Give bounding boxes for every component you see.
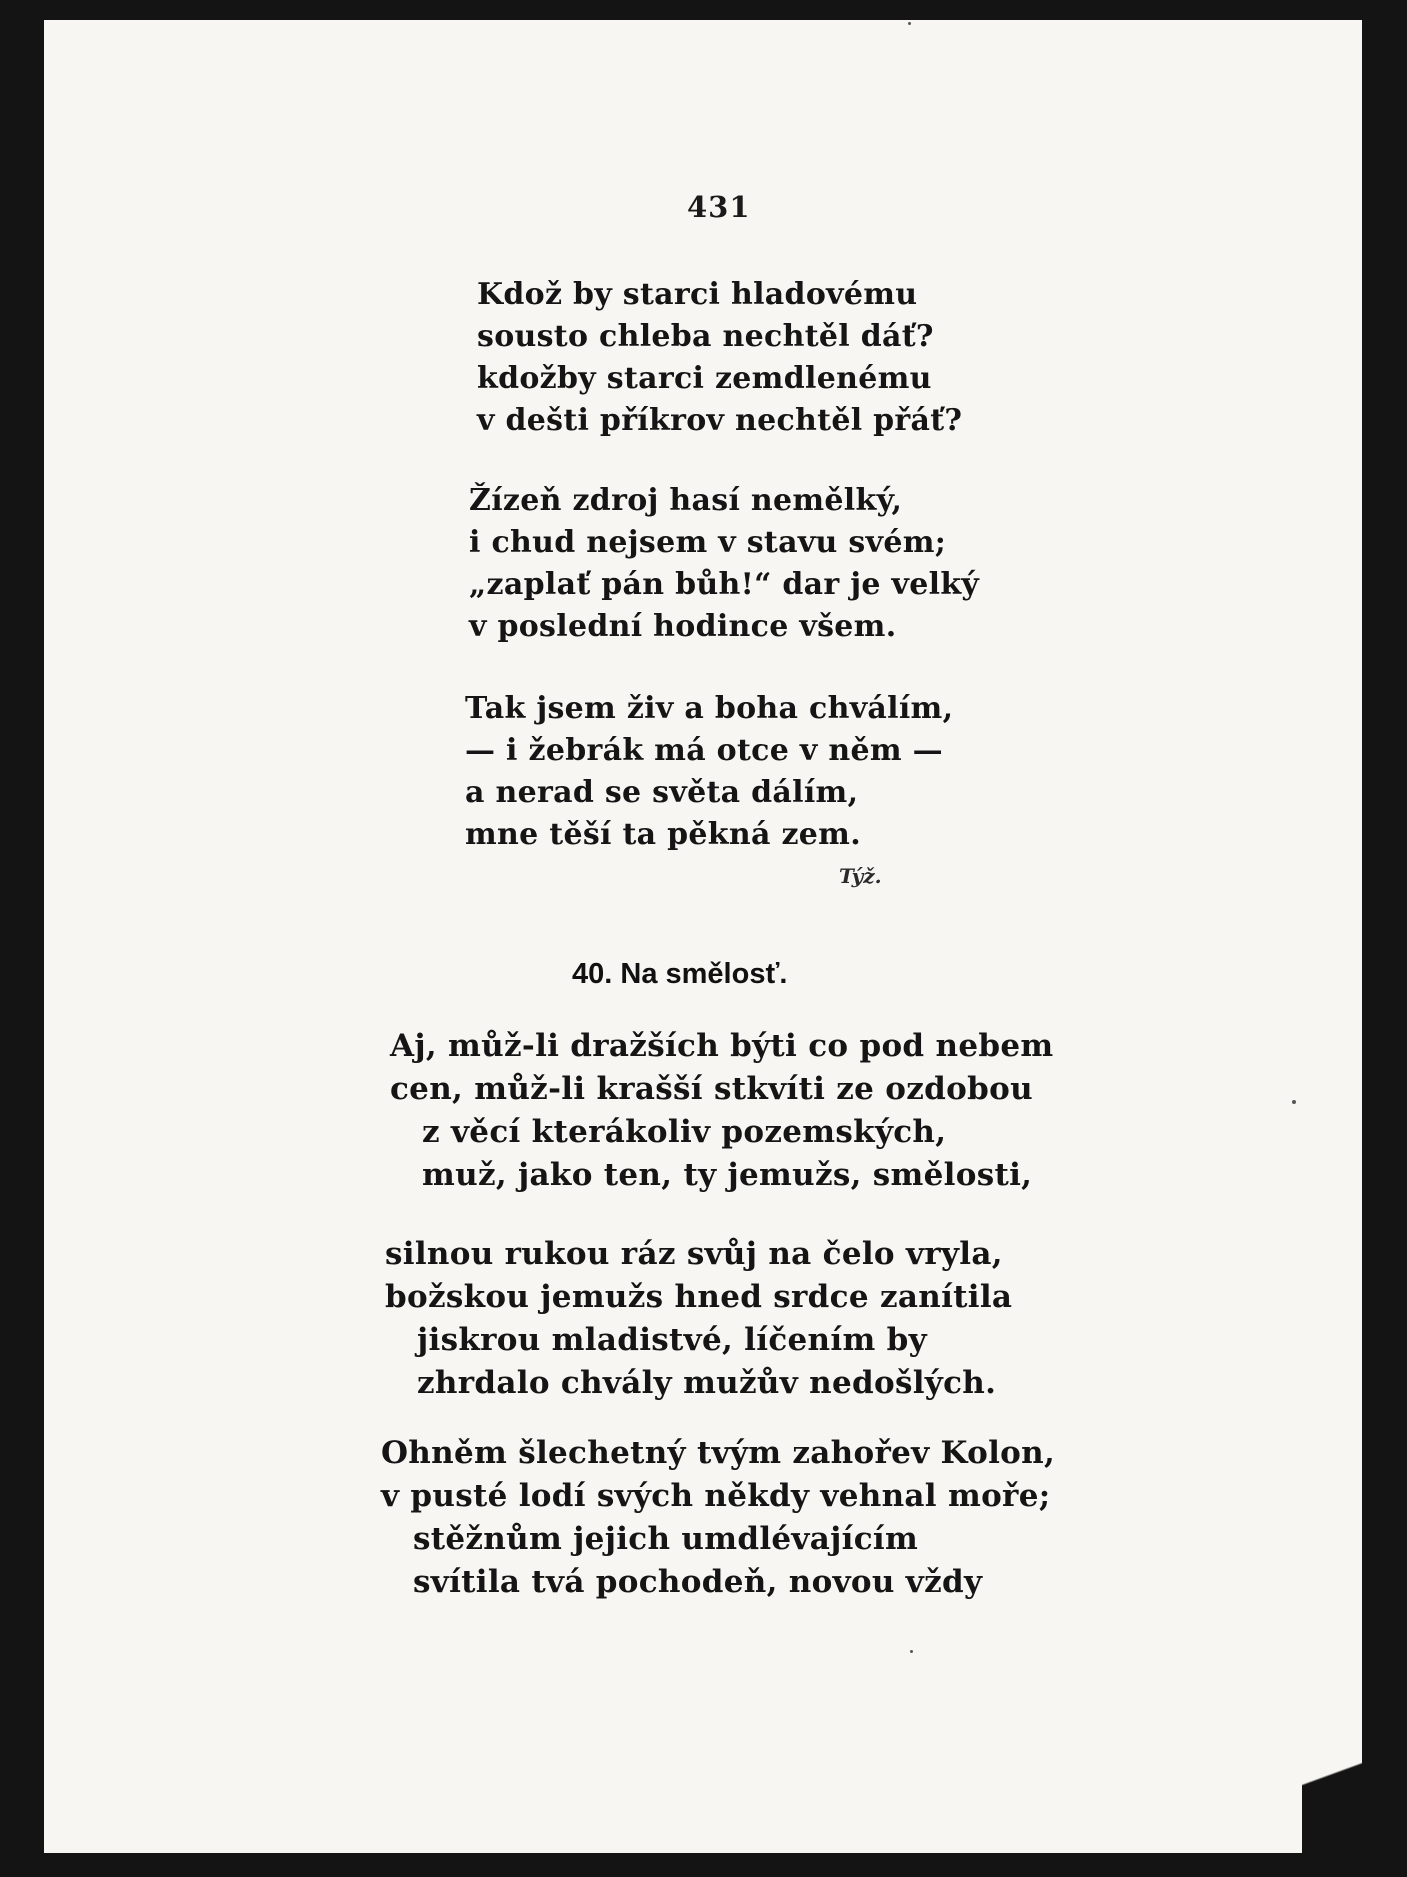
verse-line: stěžnům jejich umdlévajícím bbox=[413, 1521, 919, 1557]
verse-line: v dešti příkrov nechtěl přáť? bbox=[477, 403, 963, 438]
page-number: 431 bbox=[687, 190, 751, 224]
poem-title: 40. Na smělosť. bbox=[572, 958, 788, 990]
stanza-5 bbox=[385, 1233, 1012, 1405]
stanza-1 bbox=[477, 274, 962, 442]
verse-line: sousto chleba nechtěl dáť? bbox=[477, 319, 934, 354]
print-speck bbox=[910, 1650, 913, 1653]
verse-line: jiskrou mladistvé, líčením by bbox=[417, 1322, 927, 1358]
stanza-6 bbox=[381, 1432, 1055, 1604]
stanza-3 bbox=[465, 688, 953, 856]
verse-line: zhrdalo chvály mužův nedošlých. bbox=[417, 1365, 997, 1401]
verse-line: Ohněm šlechetný tvým zahořev Kolon, bbox=[381, 1435, 1056, 1471]
verse-line: — i žebrák má otce v něm — bbox=[465, 733, 943, 768]
verse-line: i chud nejsem v stavu svém; bbox=[469, 525, 947, 560]
verse-line: Aj, můž-li dražších býti co pod nebem bbox=[390, 1028, 1054, 1064]
verse-line: z věcí kterákoliv pozemských, bbox=[422, 1114, 947, 1150]
verse-line: „zaplať pán bůh!“ dar je velký bbox=[469, 567, 980, 602]
page-edge-shadow bbox=[1302, 1673, 1362, 1853]
attribution: Týž. bbox=[839, 864, 882, 888]
verse-line: Kdož by starci hladovému bbox=[477, 277, 918, 312]
book-page bbox=[44, 20, 1362, 1853]
verse-line: v poslední hodince všem. bbox=[469, 609, 897, 644]
verse-line: a nerad se světa dálím, bbox=[465, 775, 859, 810]
stanza-4 bbox=[390, 1025, 1053, 1197]
verse-line: Žízeň zdroj hasí nemělký, bbox=[469, 483, 903, 518]
print-speck bbox=[908, 22, 911, 25]
verse-line: svítila tvá pochodeň, novou vždy bbox=[413, 1564, 983, 1600]
verse-line: kdožby starci zemdlenému bbox=[477, 361, 932, 396]
verse-line: silnou rukou ráz svůj na čelo vryla, bbox=[385, 1236, 1003, 1272]
stanza-2 bbox=[469, 480, 979, 648]
verse-line: božskou jemužs hned srdce zanítila bbox=[385, 1279, 1013, 1315]
print-speck bbox=[1292, 1100, 1296, 1104]
verse-line: mne těší ta pěkná zem. bbox=[465, 817, 861, 852]
verse-line: Tak jsem živ a boha chválím, bbox=[465, 691, 954, 726]
verse-line: cen, můž-li krašší stkvíti ze ozdobou bbox=[390, 1071, 1033, 1107]
verse-line: muž, jako ten, ty jemužs, smělosti, bbox=[422, 1157, 1033, 1193]
verse-line: v pusté lodí svých někdy vehnal moře; bbox=[381, 1478, 1051, 1514]
